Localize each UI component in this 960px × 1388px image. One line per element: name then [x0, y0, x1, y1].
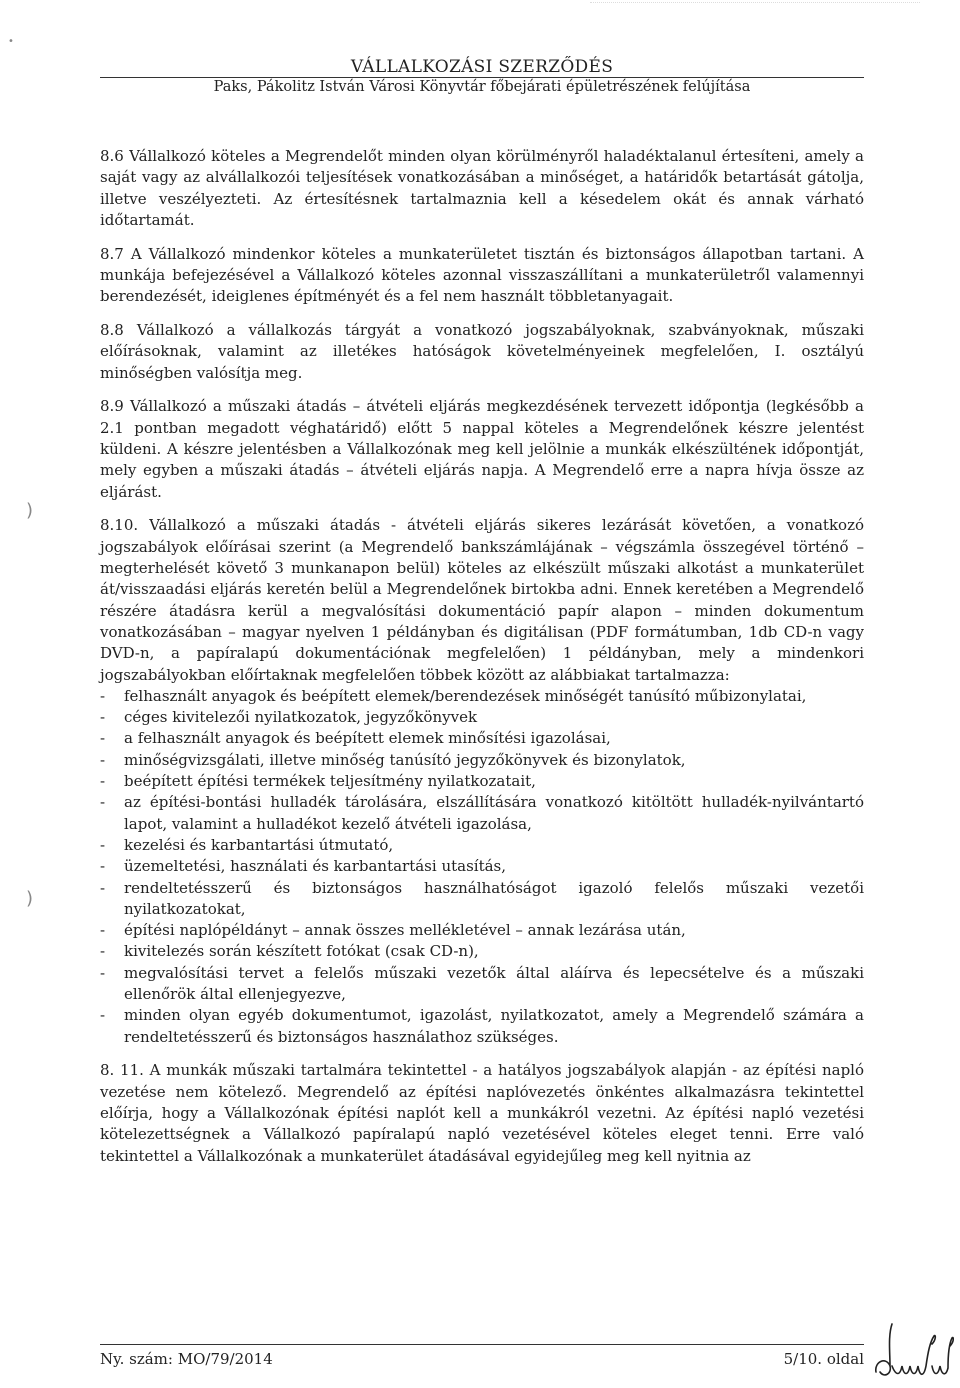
paragraph-8-6: 8.6 Vállalkozó köteles a Megrendelőt minden olyan körülményről haladéktalanul értesíteni, amely a saját vagy az alvállalkozói teljesítések vonatkozásában a minőséget, a határidők betartását gátolja, illetve veszélyezteti. Az értesítésnek tartalmaznia kell a késedelem okát és annak várható időtartamát.: [100, 147, 864, 229]
header-divider: [100, 77, 864, 78]
list-item: - minőségvizsgálati, illetve minőség tanúsító jegyzőkönyvek és bizonylatok,: [100, 750, 864, 771]
list-item: - céges kivitelezői nyilatkozatok, jegyzőkönyvek: [100, 707, 864, 728]
documentation-list: [100, 686, 864, 1048]
paragraph-8-10: 8.10. Vállalkozó a műszaki átadás - átvételi eljárás sikeres lezárását követően, a vonatkozó jogszabályok előírásai szerint (a Megrendelő bankszámlájának – végszámla összegével történő – megterhelését követő 3 munkanapon belül) köteles az elkészült műszaki alkotást a munkaterület át/visszaadási eljárás keretén belül a Megrendelőnek birtokba adni. Ennek keretében a Megrendelő részére átadásra kerül a megvalósítási dokumentáció papír alapon – minden dokumentum vonatkozásában – magyar nyelven 1 példányban és digitálisan (PDF formátumban, 1db CD-n vagy DVD-n, a papíralapú dokumentációnak megfelelően) 1 példányban, mely a mindenkori jogszabályokban előírtaknak megfelelően többek között az alábbiakat tartalmazza:: [100, 516, 864, 684]
document-subtitle: Paks, Pákolitz István Városi Könyvtár főbejárati épületrészének felújítása: [213, 79, 751, 95]
document-title: VÁLLALKOZÁSI SZERZŐDÉS: [350, 57, 614, 77]
footer-divider: [100, 1344, 864, 1345]
scan-artifact-line: [590, 2, 920, 3]
list-item: - kezelési és karbantartási útmutató,: [100, 835, 864, 856]
list-item: - rendeltetésszerű és biztonságos használhatóságot igazoló felelős műszaki vezetői nyilatkozatokat,: [100, 878, 864, 921]
document-body: [100, 146, 864, 1179]
paragraph-8-8: 8.8 Vállalkozó a vállalkozás tárgyát a vonatkozó jogszabályoknak, szabványoknak, műszaki előírásoknak, valamint az illetékes hatóságok követelményeinek megfelelően, I. osztályú minőségben valósítja meg.: [100, 321, 864, 382]
list-item: - minden olyan egyéb dokumentumot, igazolást, nyilatkozatot, amely a Megrendelő számára a rendeltetésszerű és biztonságos használathoz szükséges.: [100, 1005, 864, 1048]
list-item: - üzemeltetési, használati és karbantartási utasítás,: [100, 856, 864, 877]
list-item: - felhasznált anyagok és beépített elemek/berendezések minőségét tanúsító műbizonylatai,: [100, 686, 864, 707]
paragraph-8-9: 8.9 Vállalkozó a műszaki átadás – átvételi eljárás megkezdésének tervezett időpontja (legkésőbb a 2.1 pontban megadott véghatáridő) előtt 5 nappal köteles a Megrendelőnek készre jelentést küldeni. A készre jelentésben a Vállalkozónak meg kell jelölnie a munkák elkészültének időpontját, mely egyben a műszaki átadás – átvételi eljárás napja. A Megrendelő erre a napra hívja össze az eljárást.: [100, 397, 864, 501]
list-item: - az építési-bontási hulladék tárolására, elszállítására vonatkozó kitöltött hulladék-nyilvántartó lapot, valamint a hulladékot kezelő átvételi igazolása,: [100, 792, 864, 835]
reference-number: Ny. szám: MO/79/2014: [100, 1350, 273, 1368]
list-item: - építési naplópéldányt – annak összes mellékletével – annak lezárása után,: [100, 920, 864, 941]
paragraph-8-7: 8.7 A Vállalkozó mindenkor köteles a munkaterületet tisztán és biztonságos állapotban tartani. A munkája befejezésével a Vállalkozó köteles azonnal visszaszállítani a munkaterületről valamennyi berendezését, ideiglenes építményét és a fel nem használt többletanyagait.: [100, 244, 864, 306]
page-number: 5/10. oldal: [783, 1350, 864, 1368]
list-item: - beépített építési termékek teljesítmény nyilatkozatait,: [100, 771, 864, 792]
scan-mark: •: [8, 36, 14, 47]
list-item: - a felhasznált anyagok és beépített elemek minősítési igazolásai,: [100, 728, 864, 749]
paragraph-8-11: 8. 11. A munkák műszaki tartalmára tekintettel - a hatályos jogszabályok alapján - az építési napló vezetése nem kötelező. Megrendelő az építési naplóvezetés önkéntes alkalmazásra tekintettel előírja, hogy a Vállalkozónak építési naplót kell a munkákról vezetni. Az építési napló vezetési kötelezettségnek a Vállalkozó papíralapú napló vezetésével köteles eleget tenni. Erre való tekintettel a Vállalkozónak a munkaterület átadásával egyidejűleg meg kell nyitnia az: [100, 1061, 864, 1165]
handwritten-signature: [872, 1322, 954, 1388]
list-item: - megvalósítási tervet a felelős műszaki vezetők által aláírva és lepecsételve és a műszaki ellenőrök által ellenjegyezve,: [100, 963, 864, 1006]
punch-hole-mark: ): [26, 888, 34, 909]
page-footer: [100, 1350, 864, 1368]
list-item: - kivitelezés során készített fotókat (csak CD-n),: [100, 941, 864, 962]
punch-hole-mark: ): [26, 500, 34, 521]
